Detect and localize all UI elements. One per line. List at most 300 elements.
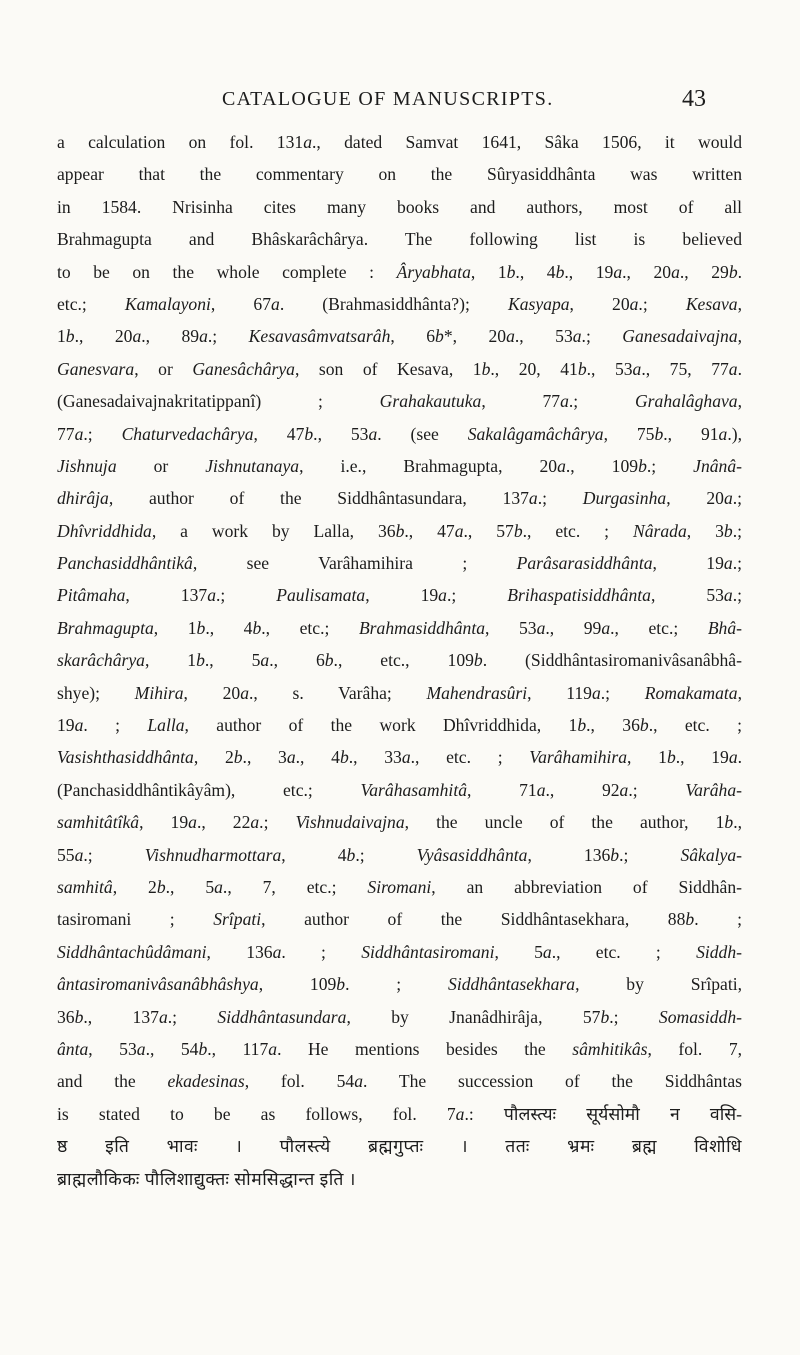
italic-text: b [252,617,262,638]
text-segment: ., 54 [145,1038,199,1059]
text-segment: . [737,747,743,768]
italic-text: a [401,747,411,768]
italic-text: b [577,358,587,379]
text-segment: .; [732,553,742,574]
text-segment: .: पौलस्त्यः सूर्यसोमौ न वसि- [464,1103,743,1124]
italic-text: b [638,455,647,476]
text-line [57,774,742,806]
italic-text: a [199,326,208,347]
text-segment: ., etc.; [610,617,708,638]
text-line [57,1033,742,1065]
text-segment: .; [628,779,686,800]
text-segment: , by Jnanâdhirâja, 57 [346,1006,601,1027]
text-segment: ., etc. ; [410,747,530,768]
italic-text: a [671,261,680,282]
text-segment: , 75 [603,423,655,444]
italic-text: a [506,326,515,347]
italic-text: b [506,261,516,282]
italic-text: a [268,1038,278,1059]
italic-text: Varâhamihira [529,747,628,768]
text-segment: , 67 [210,293,272,314]
italic-text: Kasyapa [507,293,570,314]
text-line [57,450,742,482]
italic-text: a [557,455,566,476]
text-segment: .; [646,455,694,476]
italic-text: b [156,876,166,897]
italic-text: b [654,423,664,444]
text-segment: ., [733,812,743,833]
text-segment: . (Brahmasiddhânta?); [279,293,508,314]
italic-text: Ganesâchârya [192,358,295,379]
italic-text: b [324,650,334,671]
text-line [57,320,742,352]
text-segment: ., 5 [165,876,215,897]
italic-text: b [198,1038,208,1059]
italic-text: Dhîvriddhida [57,520,152,541]
text-segment: is stated to be as follows, fol. 7 [57,1103,456,1124]
text-segment: .; [355,844,417,865]
text-segment: ., 117 [207,1038,269,1059]
text-segment: ., 99 [545,617,602,638]
italic-text: a [629,293,639,314]
italic-text: a [723,585,733,606]
text-line [57,547,742,579]
text-line [57,936,742,968]
text-line [57,482,742,514]
italic-text: samhitâ [57,876,113,897]
text-segment: ., 57 [463,520,514,541]
italic-text: a [438,585,447,606]
text-segment: .; [732,585,742,606]
italic-text: a [240,682,250,703]
text-segment: ब्राह्मलौकिकः पौलिशाद्युक्तः सोमसिद्धान्त इति । [57,1168,356,1189]
text-segment: ., 20 [622,261,672,282]
text-segment: ., 36 [586,715,640,736]
text-segment: . The succession of the Siddhântas [363,1071,742,1092]
text-segment: . ; [83,715,148,736]
text-segment: , author of the Siddhântasundara, 137 [108,488,529,509]
text-segment: .; [446,585,508,606]
italic-text: ânta [57,1038,89,1059]
text-segment: . [737,261,743,282]
text-segment: .; [207,326,249,347]
italic-text: samhitâtîkâ [57,812,140,833]
text-line [57,741,742,773]
text-segment: . He mentions besides the [277,1038,573,1059]
italic-text: Paulisamata [276,585,366,606]
text-segment: 19 [57,715,75,736]
text-segment: appear that the commentary on the Sûryasiddhânta was written [57,164,742,185]
italic-text: Jishnutanaya [205,455,300,476]
italic-text: Mihira [134,682,184,703]
italic-text: Siddhântasundara [217,1006,347,1027]
text-line [57,385,742,417]
text-segment: ., 91 [663,423,719,444]
italic-text: Ganesadaivajna [622,326,738,347]
italic-text: a [74,423,84,444]
italic-text: b [304,423,314,444]
running-title: CATALOGUE OF MANUSCRIPTS. [222,88,554,110]
text-segment: , 53 [88,1038,137,1059]
text-segment: , 136 [206,941,273,962]
text-segment: 77 [57,423,75,444]
text-segment: , 19 [652,553,724,574]
italic-text: b [473,650,483,671]
italic-text: a [728,358,738,379]
italic-text: a [136,1038,146,1059]
italic-text: b [600,1006,610,1027]
text-segment: , [737,391,742,412]
text-line [57,1065,742,1097]
text-segment: , 2 [193,747,234,768]
text-segment: , 1 [627,747,667,768]
text-segment: ष्ठ इति भावः । पौलस्त्ये ब्रह्मगुप्तः । ततः भ्रमः ब्रह्म विशोधि [57,1136,742,1157]
italic-text: b [724,812,734,833]
italic-text: a [158,1006,168,1027]
text-segment: .; [259,812,296,833]
text-segment: ., 3 [242,747,287,768]
text-segment: ., etc. ; [522,520,633,541]
text-segment: ., 53 [514,326,573,347]
italic-text: b [728,261,738,282]
italic-text: a [260,650,270,671]
italic-text: a [718,423,728,444]
italic-text: Grahakautuka [379,391,482,412]
italic-text: a [723,553,733,574]
text-segment: ., 137 [83,1006,159,1027]
italic-text: Sâkalya- [680,844,742,865]
italic-text: a [542,941,552,962]
italic-text: a [303,132,312,152]
italic-text: a [572,326,582,347]
text-segment: , 109 [258,974,337,995]
italic-text: Kesava [685,293,738,314]
text-segment: .; [619,844,681,865]
text-segment: ., 22 [196,812,251,833]
italic-text: a [132,326,142,347]
italic-text: b [346,844,356,865]
text-segment: , see Varâhamihira ; [192,553,517,574]
italic-text: Jishnuja [57,455,117,476]
italic-text: b [336,974,346,995]
text-segment: , a work by Lalla, 36 [151,520,396,541]
text-segment: , i.e., Brahmagupta, 20 [299,455,558,476]
italic-text: Panchasiddhântikâ [57,553,193,574]
italic-text: a [74,715,84,736]
italic-text: b [666,747,676,768]
text-line [57,1163,742,1195]
text-segment: ., etc.; [261,617,359,638]
text-segment: , by Srîpati, [575,974,743,995]
text-line [57,968,742,1000]
text-segment: Brahmagupta and Bhâskarâchârya. The following list is believed [57,229,742,250]
text-segment: ., dated Samvat 1641, Sâka 1506, it would [311,132,742,152]
text-segment: , [737,293,743,314]
italic-text: a [455,1103,465,1124]
text-segment: ., 92 [545,779,620,800]
italic-text: Nârada [633,520,687,541]
italic-text: a [188,812,197,833]
text-line [57,515,742,547]
text-segment: , 47 [253,423,305,444]
text-line [57,223,742,255]
italic-text: Vyâsasiddhânta [416,844,528,865]
text-segment: .; [83,844,145,865]
text-line [57,806,742,838]
text-line [57,158,742,190]
text-segment: ., 75, 77 [641,358,729,379]
text-segment: ., 89 [141,326,200,347]
italic-text: Siddh- [696,941,742,962]
text-segment: , son of Kesava, 1 [294,358,482,379]
text-segment: etc.; [57,293,125,314]
text-line [57,1130,742,1162]
italic-text: Brahmasiddhânta [358,617,486,638]
text-segment: , author of the Siddhântasekhara, 88 [261,909,686,930]
italic-text: Grahalâghava [634,391,738,412]
text-segment: .; [215,585,277,606]
text-segment: , fol. 7, [647,1038,743,1059]
text-segment: ., 19 [675,747,729,768]
italic-text: a [632,358,642,379]
italic-text: Ganesvara [57,358,135,379]
text-segment: tasiromani ; [57,909,214,930]
italic-text: Romakamata [644,682,738,703]
text-segment: , or [134,358,193,379]
text-segment: .; [609,1006,659,1027]
italic-text: a [368,423,378,444]
italic-text: b [196,617,206,638]
italic-text: Chaturvedachârya [121,423,254,444]
text-segment: .; [167,1006,218,1027]
italic-text: b [196,650,205,671]
text-segment: , 1 [144,650,197,671]
italic-text: b [74,1006,84,1027]
text-segment: .), [727,423,742,444]
text-segment: ., 109 [565,455,639,476]
italic-text: a [560,391,569,412]
italic-text: Sakalâgamâchârya [467,423,604,444]
italic-text: Mahendrasûri [426,682,528,703]
text-segment: ., 47 [404,520,455,541]
text-line [57,644,742,676]
text-segment: , [737,326,743,347]
text-segment: . (see [377,423,468,444]
italic-text: a [74,844,84,865]
text-segment: ., 53 [313,423,369,444]
text-segment: and the [57,1071,168,1092]
text-segment: , 19 [139,812,189,833]
italic-text: Siddhântasiromani [361,941,495,962]
italic-text: b [339,747,349,768]
italic-text: a [613,261,623,282]
text-segment: 55 [57,844,75,865]
text-segment: .; [732,488,743,509]
italic-text: a [723,488,733,509]
italic-text: Varâhasamhitâ [360,779,468,800]
text-segment: , 119 [527,682,592,703]
text-segment: , 1 [153,617,197,638]
text-segment: 1 [57,326,66,347]
italic-text: a [528,488,538,509]
text-segment: . [737,358,742,379]
italic-text: Srîpati [213,909,262,930]
text-segment: . ; [345,974,449,995]
italic-text: Siromani [367,876,432,897]
italic-text: a [728,747,738,768]
text-segment: , 20 [569,293,630,314]
italic-text: b [395,520,405,541]
text-segment: .; [568,391,635,412]
text-line [57,579,742,611]
italic-text: Brihaspatisiddhânta [507,585,651,606]
text-line [57,1098,742,1130]
text-segment: ., etc. ; [648,715,742,736]
italic-text: Durgasinha [582,488,667,509]
text-segment: , an abbreviation of Siddhân- [431,876,742,897]
italic-text: a [591,682,601,703]
italic-text: b [513,520,523,541]
text-segment: . (Siddhântasiromanivâsanâbhâ- [482,650,742,671]
italic-text: b [639,715,649,736]
text-segment: , 1 [470,261,507,282]
italic-text: ântasiromanivâsanâbhâshya [57,974,259,995]
italic-text: a [207,585,216,606]
text-segment: ., etc., 109 [333,650,474,671]
italic-text: Pitâmaha [57,585,126,606]
italic-text: Vasishthasiddhânta [57,747,194,768]
italic-text: a [214,876,223,897]
text-segment: ., 6 [269,650,325,671]
italic-text: b [65,326,75,347]
text-segment: , 19 [365,585,439,606]
italic-text: b [577,715,587,736]
italic-text: Siddhântasekhara [448,974,576,995]
italic-text: a [272,941,282,962]
italic-text: Parâsarasiddhânta [516,553,653,574]
text-segment: , 4 [281,844,347,865]
text-segment: , 137 [125,585,208,606]
text-segment: , 77 [481,391,561,412]
italic-text: Âryabhata [396,261,471,282]
text-segment: ., 19 [564,261,614,282]
italic-text: skarâchârya [57,650,145,671]
text-segment: . ; [694,909,743,930]
text-line [57,903,742,935]
text-line [57,256,742,288]
text-segment: ., 20, 41 [490,358,578,379]
italic-text: a [250,812,260,833]
italic-text: Brahmagupta [57,617,154,638]
text-line [57,1001,742,1033]
italic-text: dhirâja [57,488,109,509]
text-segment: , 53 [485,617,537,638]
text-segment: , 71 [467,779,537,800]
text-segment: , 2 [112,876,157,897]
body-text [57,126,742,1195]
text-segment: ., 4 [205,617,253,638]
text-segment: .; [83,423,122,444]
italic-text: a [536,617,546,638]
italic-text: Kamalayoni [124,293,211,314]
italic-text: Vishnudaivajna [295,812,405,833]
text-segment: .; [537,488,583,509]
italic-text: Siddhântachûdâmani [57,941,207,962]
text-segment: or [116,455,206,476]
italic-text: Varâha- [685,779,743,800]
text-segment: ., 4 [295,747,340,768]
text-line [57,839,742,871]
italic-text: Lalla [147,715,185,736]
text-segment: (Ganesadaivajnakritatippanî) ; [57,391,380,412]
text-segment: , author of the work Dhîvriddhida, 1 [184,715,578,736]
text-line [57,871,742,903]
text-segment: , 20 [183,682,241,703]
page-number: 43 [682,86,706,112]
italic-text: a [286,747,296,768]
text-segment: ., etc. ; [551,941,697,962]
text-segment: a calculation on fol. 131 [57,132,304,152]
text-segment: ., 5 [204,650,261,671]
text-line [57,677,742,709]
text-segment: , the uncle of the author, 1 [404,812,725,833]
italic-text: b [723,520,733,541]
text-segment: (Panchasiddhântikâyâm), etc.; [57,779,361,800]
text-segment: ., 53 [586,358,633,379]
italic-text: b [610,844,620,865]
text-segment: ., 33 [348,747,402,768]
italic-text: Jnânâ- [693,455,742,476]
text-segment: .; [732,520,742,541]
text-line [57,126,742,158]
text-segment: to be on the whole complete : [57,261,397,282]
text-line [57,288,742,320]
text-segment: , 53 [650,585,724,606]
italic-text: a [271,293,280,314]
text-line [57,191,742,223]
text-segment: ., 20 [74,326,133,347]
text-segment: , [737,682,742,703]
text-line [57,418,742,450]
italic-text: b [481,358,491,379]
text-segment: , 20 [666,488,724,509]
italic-text: Vishnudharmottara [144,844,282,865]
text-segment: , 5 [494,941,543,962]
italic-text: Bhâ- [707,617,743,638]
italic-text: b [555,261,565,282]
text-segment: 36 [57,1006,75,1027]
italic-text: sâmhitikâs [572,1038,648,1059]
text-segment: .; [638,293,686,314]
text-segment: in 1584. Nrisinha cites many books and authors, most of all [57,196,742,217]
text-segment: , 3 [686,520,724,541]
text-segment: ., 4 [515,261,556,282]
italic-text: a [619,779,629,800]
italic-text: ekadesinas [167,1071,245,1092]
text-segment: , 6 [390,326,436,347]
italic-text: b [685,909,695,930]
text-segment: ., 7, etc.; [222,876,368,897]
italic-text: a [536,779,546,800]
text-segment: .; [581,326,623,347]
text-line [57,709,742,741]
text-segment: .; [600,682,645,703]
italic-text: a [601,617,611,638]
italic-text: a [354,1071,363,1092]
text-line [57,353,742,385]
text-segment: , 136 [527,844,611,865]
italic-text: b [435,326,444,347]
